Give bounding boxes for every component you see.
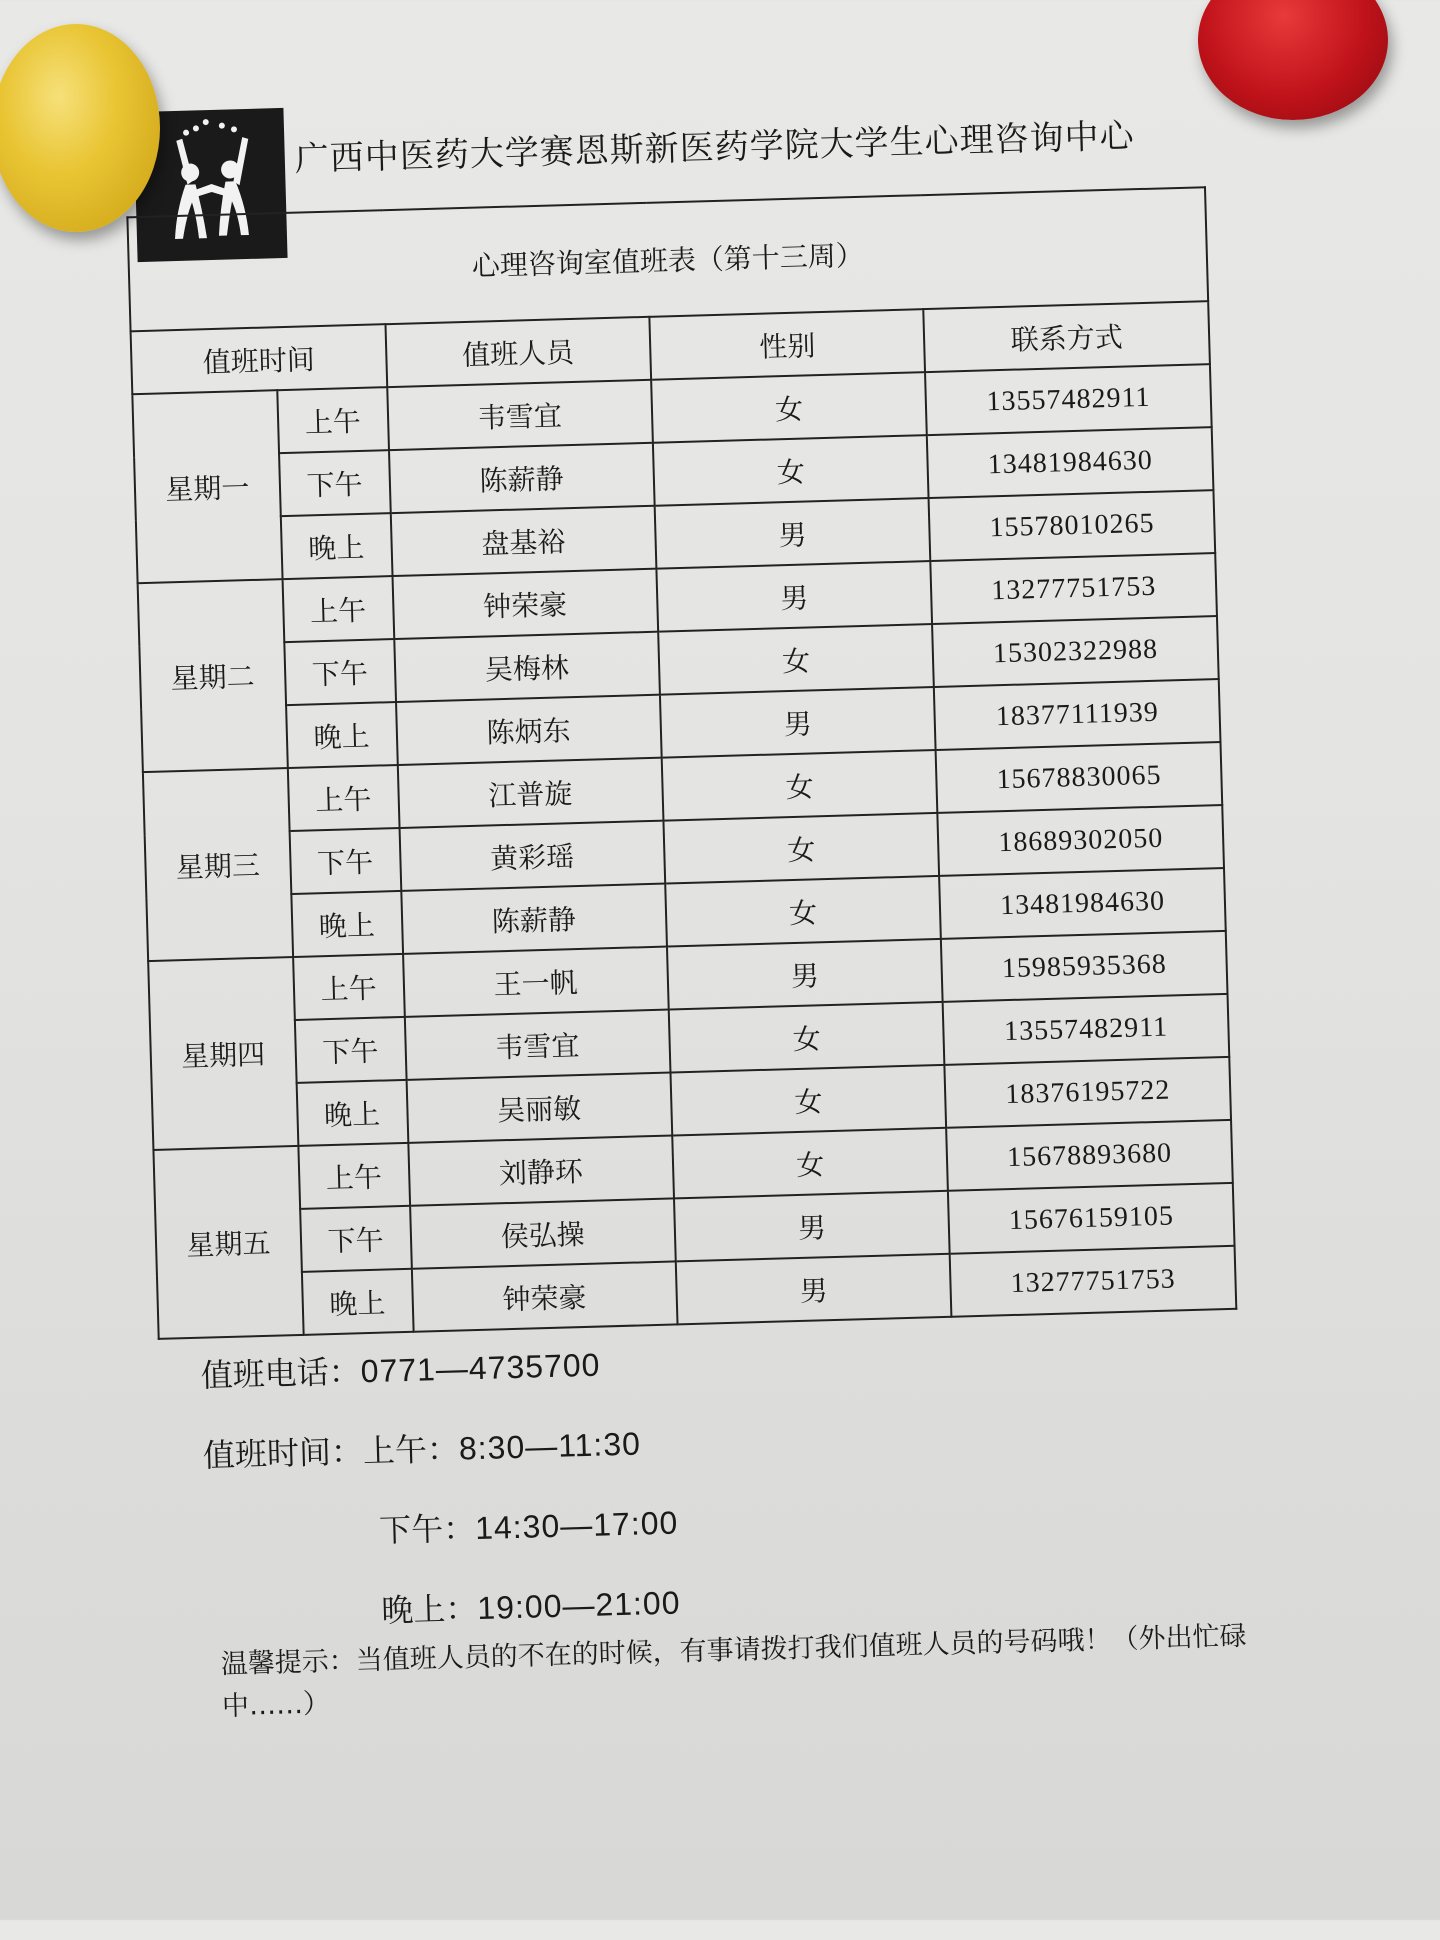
day-cell: 星期四 [148,957,298,1150]
center-title: 广西中医药大学赛恩斯新医药学院大学生心理咨询中心 [294,116,1136,180]
name-cell: 陈炳东 [396,695,662,765]
day-cell: 星期五 [153,1146,303,1339]
slot-cell: 晚上 [281,513,393,579]
gender-cell: 女 [658,624,934,695]
slot-cell: 上午 [282,576,394,642]
afternoon-label: 下午： [378,1509,476,1550]
phone-cell: 15678830065 [936,742,1222,813]
slot-cell: 下午 [300,1206,412,1272]
phone-cell: 18376195722 [945,1057,1231,1128]
duty-phone-label: 值班电话： [200,1352,362,1395]
slot-cell: 晚上 [296,1080,408,1146]
slot-cell: 晚上 [286,702,398,768]
warm-tip: 温馨提示：当值班人员的不在的时候，有事请拨打我们值班人员的号码哦！（外出忙碌中……） [220,1620,1247,1723]
name-cell: 钟荣豪 [411,1261,677,1331]
phone-cell: 18689302050 [938,805,1224,876]
header-gender: 性别 [649,309,925,380]
phone-cell: 18377111939 [934,679,1220,750]
duty-hours-afternoon-line [378,1497,678,1551]
slot-cell: 下午 [289,828,401,894]
slot-cell: 晚上 [291,891,403,957]
slot-cell: 下午 [284,639,396,705]
header-duty-time: 值班时间 [131,324,387,394]
morning-hours: 8:30—11:30 [458,1425,642,1467]
duty-schedule-table [126,186,1237,1340]
name-cell: 韦雪宜 [404,1010,670,1080]
gender-cell: 男 [674,1191,950,1262]
name-cell: 陈薪静 [388,443,654,513]
gender-cell: 男 [656,561,932,632]
header-duty-person: 值班人员 [385,317,651,387]
gender-cell: 男 [676,1254,952,1325]
header-contact: 联系方式 [924,301,1210,372]
duty-phone-value: 0771—4735700 [360,1346,601,1390]
phone-cell: 13481984630 [939,868,1225,939]
duty-hours-label: 值班时间： [202,1432,364,1475]
slot-cell: 下午 [279,450,391,516]
gender-cell: 女 [662,750,938,821]
phone-cell: 13557482911 [943,994,1229,1065]
gender-cell: 女 [665,876,941,947]
phone-cell: 15302322988 [932,616,1218,687]
slot-cell: 上午 [293,954,405,1020]
morning-label: 上午： [362,1429,460,1471]
phone-cell: 15676159105 [948,1183,1234,1254]
name-cell: 陈薪静 [401,884,667,954]
name-cell: 江普旋 [397,758,663,828]
afternoon-hours: 14:30—17:00 [474,1504,679,1547]
gender-cell: 女 [670,1065,946,1136]
table-caption: 心理咨询室值班表（第十三周） [127,187,1208,331]
phone-cell: 15985935368 [941,931,1227,1002]
name-cell: 侯弘操 [410,1198,676,1268]
phone-cell: 13557482911 [925,364,1211,435]
name-cell: 盘基裕 [390,506,656,576]
name-cell: 吴梅林 [394,632,660,702]
name-cell: 黄彩瑶 [399,821,665,891]
slot-cell: 晚上 [302,1269,414,1335]
gender-cell: 男 [660,687,936,758]
gender-cell: 男 [655,498,931,569]
name-cell: 吴丽敏 [406,1073,672,1143]
name-cell: 王一帆 [403,947,669,1017]
slot-cell: 下午 [295,1017,407,1083]
gender-cell: 女 [651,372,927,443]
name-cell: 刘静环 [408,1135,674,1205]
slot-cell: 上午 [277,387,389,453]
duty-phone-line [200,1340,601,1397]
phone-cell: 15678893680 [946,1120,1232,1191]
gender-cell: 女 [669,1002,945,1073]
phone-cell: 15578010265 [929,490,1215,561]
name-cell: 钟荣豪 [392,569,658,639]
phone-cell: 13481984630 [927,427,1213,498]
gender-cell: 女 [663,813,939,884]
evening-hours: 19:00—21:00 [476,1584,681,1627]
slot-cell: 上午 [288,765,400,831]
name-cell: 韦雪宜 [387,380,653,450]
gender-cell: 女 [653,435,929,506]
phone-cell: 13277751753 [931,553,1217,624]
gender-cell: 女 [672,1128,948,1199]
day-cell: 星期三 [143,768,293,961]
slot-cell: 上午 [298,1143,410,1209]
day-cell: 星期二 [138,579,288,772]
phone-cell: 13277751753 [950,1246,1236,1317]
gender-cell: 男 [667,939,943,1010]
duty-hours-morning-line [202,1418,641,1476]
day-cell: 星期一 [132,390,282,583]
duty-hours-evening-line [381,1577,681,1631]
evening-label: 晚上： [380,1589,478,1630]
